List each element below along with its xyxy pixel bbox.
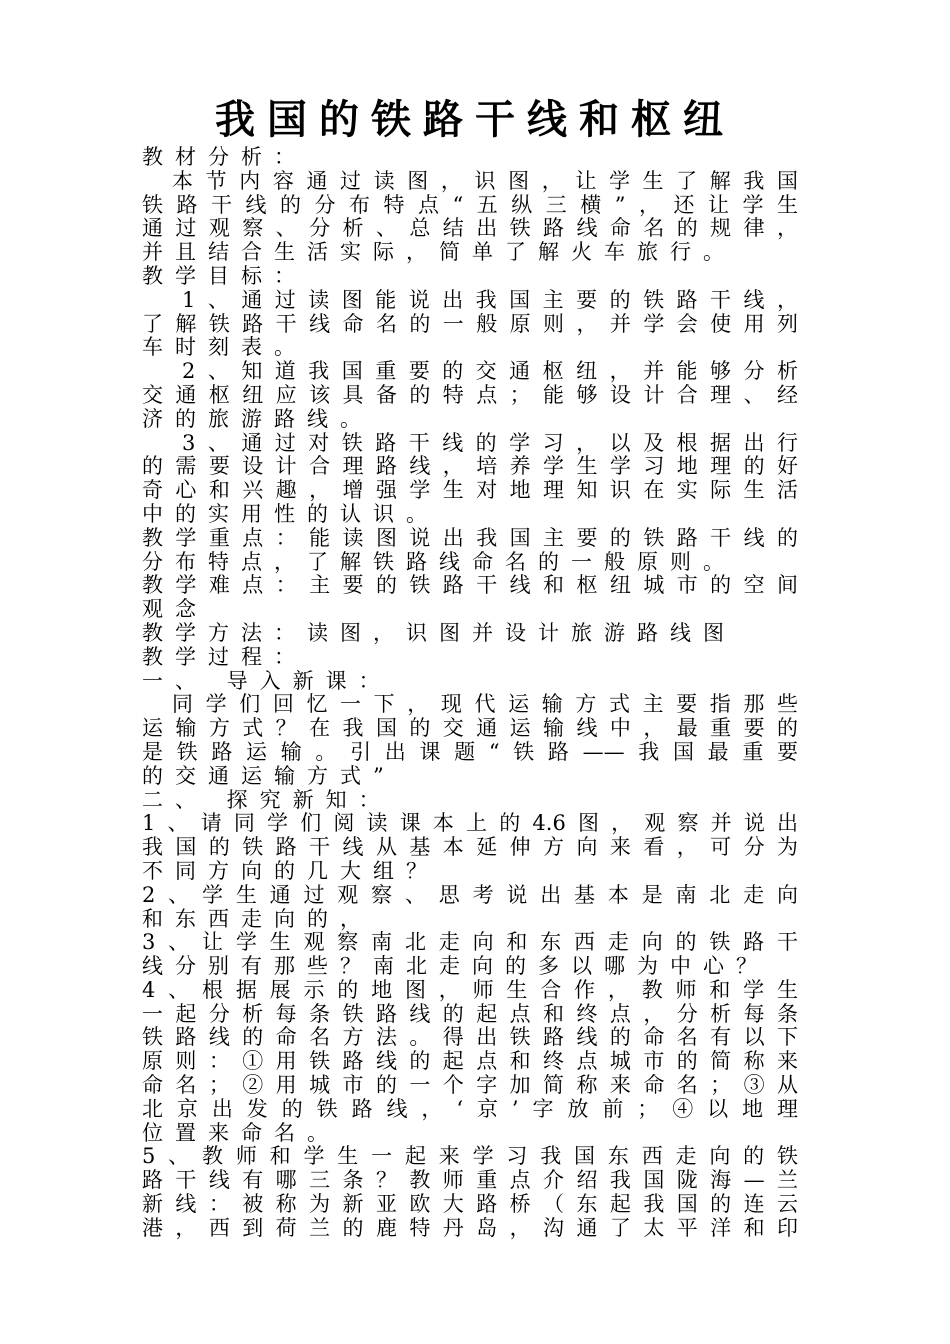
text-line: 北京出发的铁路线，‘京’字放前；④以地理 <box>142 1097 798 1121</box>
text-line: 中的实用性的认识。 <box>142 502 439 526</box>
text-line: 我国的铁路干线从基本延伸方向来看，可分为 <box>142 836 798 860</box>
text-line: 观念 <box>142 598 208 622</box>
text-line: 线分别有那些？南北走向的多以哪为中心？ <box>142 955 769 979</box>
text-line: 教学难点：主要的铁路干线和枢纽城市的空间 <box>142 574 798 598</box>
text-line: 运输方式？在我国的交通运输线中，最重要的 <box>142 717 798 741</box>
text-line: 3、让学生观察南北走向和东西走向的铁路干 <box>142 931 798 955</box>
text-line: 教学过程： <box>142 645 307 669</box>
text-line: 2、学生通过观察、思考说出基本是南北走向 <box>142 883 798 907</box>
text-line: 3、通过对铁路干线的学习，以及根据出行 <box>182 431 798 455</box>
text-line: 通过观察、分析、总结出铁路线命名的规律， <box>142 217 798 241</box>
text-line: 5、教师和学生一起来学习我国东西走向的铁 <box>142 1145 798 1169</box>
text-line: 位置来命名。 <box>142 1121 340 1145</box>
text-line: 不同方向的几大组？ <box>142 859 439 883</box>
text-line: 铁路干线的分布特点“五纵三横”，还让学生 <box>142 193 798 217</box>
text-line: 分布特点，了解铁路线命名的一般原则。 <box>142 550 736 574</box>
text-line: 的交通运输方式” <box>142 764 396 788</box>
document-body <box>142 146 798 1241</box>
text-line: 1、通过读图能说出我国主要的铁路干线， <box>182 288 798 312</box>
text-line: 1、请同学们阅读课本上的4.6图，观察并说出 <box>142 812 798 836</box>
text-line: 奇心和兴趣，增强学生对地理知识在实际生活 <box>142 479 798 503</box>
text-line: 2、知道我国重要的交通枢纽，并能够分析 <box>182 360 798 384</box>
text-line: 是铁路运输。引出课题“铁路——我国最重要 <box>142 740 798 764</box>
text-line: 教材分析： <box>142 146 307 169</box>
text-line: 车时刻表。 <box>142 336 307 360</box>
text-line: 教学重点：能读图说出我国主要的铁路干线的 <box>142 526 798 550</box>
text-line: 教学目标： <box>142 264 307 288</box>
text-line: 和东西走向的， <box>142 907 373 931</box>
text-line: 原则：①用铁路线的起点和终点城市的简称来 <box>142 1050 798 1074</box>
text-line: 的需要设计合理路线，培养学生学习地理的好 <box>142 455 798 479</box>
text-line: 路干线有哪三条？教师重点介绍我国陇海—兰 <box>142 1169 798 1193</box>
text-line: 教学方法：读图，识图并设计旅游路线图 <box>142 621 736 645</box>
text-line: 二、 探究新知： <box>142 788 392 812</box>
text-line: 铁路线的命名方法。得出铁路线的命名有以下 <box>142 1026 798 1050</box>
text-line: 济的旅游路线。 <box>142 407 373 431</box>
text-line: 交通枢纽应该具备的特点；能够设计合理、经 <box>142 383 798 407</box>
text-line: 港，西到荷兰的鹿特丹岛，沟通了太平洋和印 <box>142 1216 798 1240</box>
text-line: 命名；②用城市的一个字加简称来命名；③从 <box>142 1074 798 1098</box>
text-line: 本节内容通过读图，识图，让学生了解我国 <box>172 169 798 193</box>
text-line: 4、根据展示的地图，师生合作，教师和学生 <box>142 978 798 1002</box>
text-line: 一起分析每条铁路线的起点和终点，分析每条 <box>142 1002 798 1026</box>
text-line: 同学们回忆一下，现代运输方式主要指那些 <box>172 693 798 717</box>
text-line: 并且结合生活实际，简单了解火车旅行。 <box>142 241 736 265</box>
text-line: 新线：被称为新亚欧大路桥（东起我国的连云 <box>142 1193 798 1217</box>
text-line: 一、 导入新课： <box>142 669 392 693</box>
text-line: 了解铁路干线命名的一般原则，并学会使用列 <box>142 312 798 336</box>
document-title: 我国的铁路干线和枢纽 <box>215 97 735 143</box>
